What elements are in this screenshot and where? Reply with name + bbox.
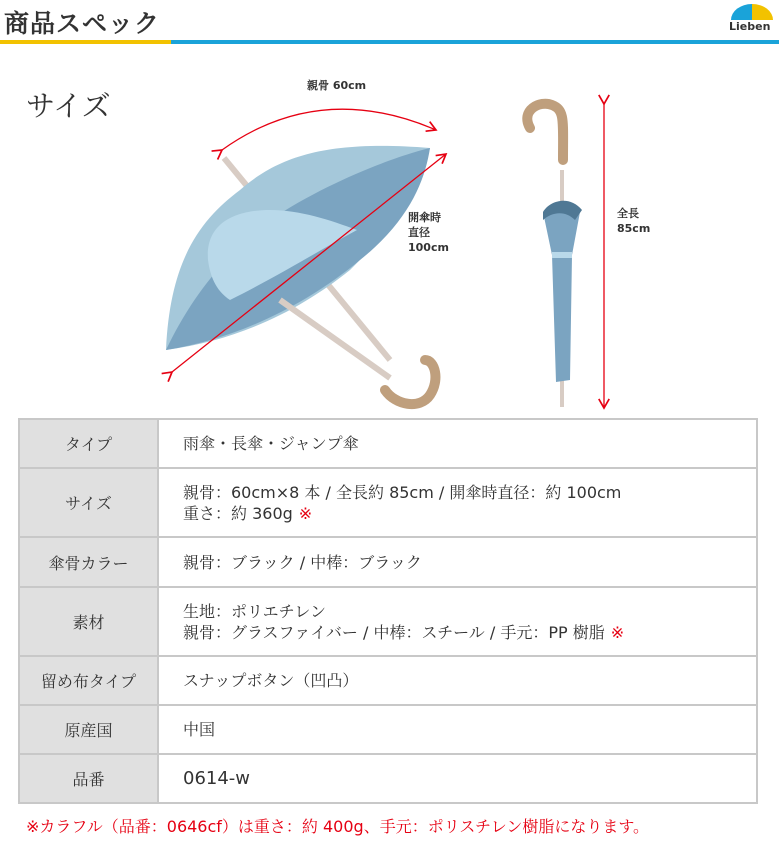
page-title: 商品スペック — [4, 9, 161, 38]
spec-value: 中国 — [158, 705, 757, 754]
spec-table — [18, 418, 758, 804]
spec-label: 原産国 — [19, 705, 158, 754]
diameter-label — [408, 210, 449, 255]
spec-label: 品番 — [19, 754, 158, 803]
spec-label: サイズ — [19, 468, 158, 537]
table-row — [19, 705, 757, 754]
length-label-line: 85cm — [617, 222, 651, 235]
table-row — [19, 587, 757, 656]
table-row — [19, 419, 757, 468]
rib-arrow — [222, 109, 436, 150]
open-umbrella-icon — [166, 146, 435, 404]
spec-value-line: 生地：ポリエチレン — [183, 601, 326, 621]
diameter-label-line: 100cm — [408, 241, 449, 254]
spec-label: 素材 — [19, 587, 158, 656]
spec-value — [158, 468, 757, 537]
header-underline-blue — [171, 40, 779, 44]
table-row — [19, 468, 757, 537]
spec-value-text: 重さ：約 360g — [183, 503, 293, 523]
spec-label: 傘骨カラー — [19, 537, 158, 587]
diameter-label-line: 開傘時 — [408, 211, 441, 224]
spec-value-text: 親骨：グラスファイバー / 中棒：スチール / 手元：PP 樹脂 — [183, 622, 605, 642]
diameter-label-line: 直径 — [408, 226, 430, 239]
spec-value-line — [183, 622, 755, 643]
spec-value-line — [183, 503, 755, 524]
spec-label: タイプ — [19, 419, 158, 468]
umbrella-illustration — [0, 60, 779, 415]
spec-label: 留め布タイプ — [19, 656, 158, 705]
section-title: サイズ — [26, 89, 111, 123]
table-row — [19, 656, 757, 705]
total-length-label — [617, 206, 650, 236]
spec-value: 親骨：ブラック / 中棒：ブラック — [158, 537, 757, 587]
footnote: ※カラフル（品番：0646cf）は重さ：約 400g、手元：ポリスチレン樹脂になります。 — [26, 817, 650, 836]
spec-value: 0614-w — [158, 754, 757, 803]
spec-value-line: 親骨：60cm×8 本 / 全長約 85cm / 開傘時直径：約 100cm — [183, 482, 622, 502]
note-mark: ※ — [610, 622, 625, 642]
logo-text: Lieben — [729, 20, 771, 33]
header-underline-yellow — [0, 40, 171, 44]
rib-length-label: 親骨 60cm — [307, 79, 367, 92]
spec-value: スナップボタン（凹凸） — [158, 656, 757, 705]
length-label-line: 全長 — [617, 207, 639, 220]
spec-value — [158, 587, 757, 656]
note-mark: ※ — [298, 503, 313, 523]
closed-umbrella-icon — [527, 104, 582, 407]
table-row — [19, 537, 757, 587]
spec-value: 雨傘・長傘・ジャンプ傘 — [158, 419, 757, 468]
table-row — [19, 754, 757, 803]
